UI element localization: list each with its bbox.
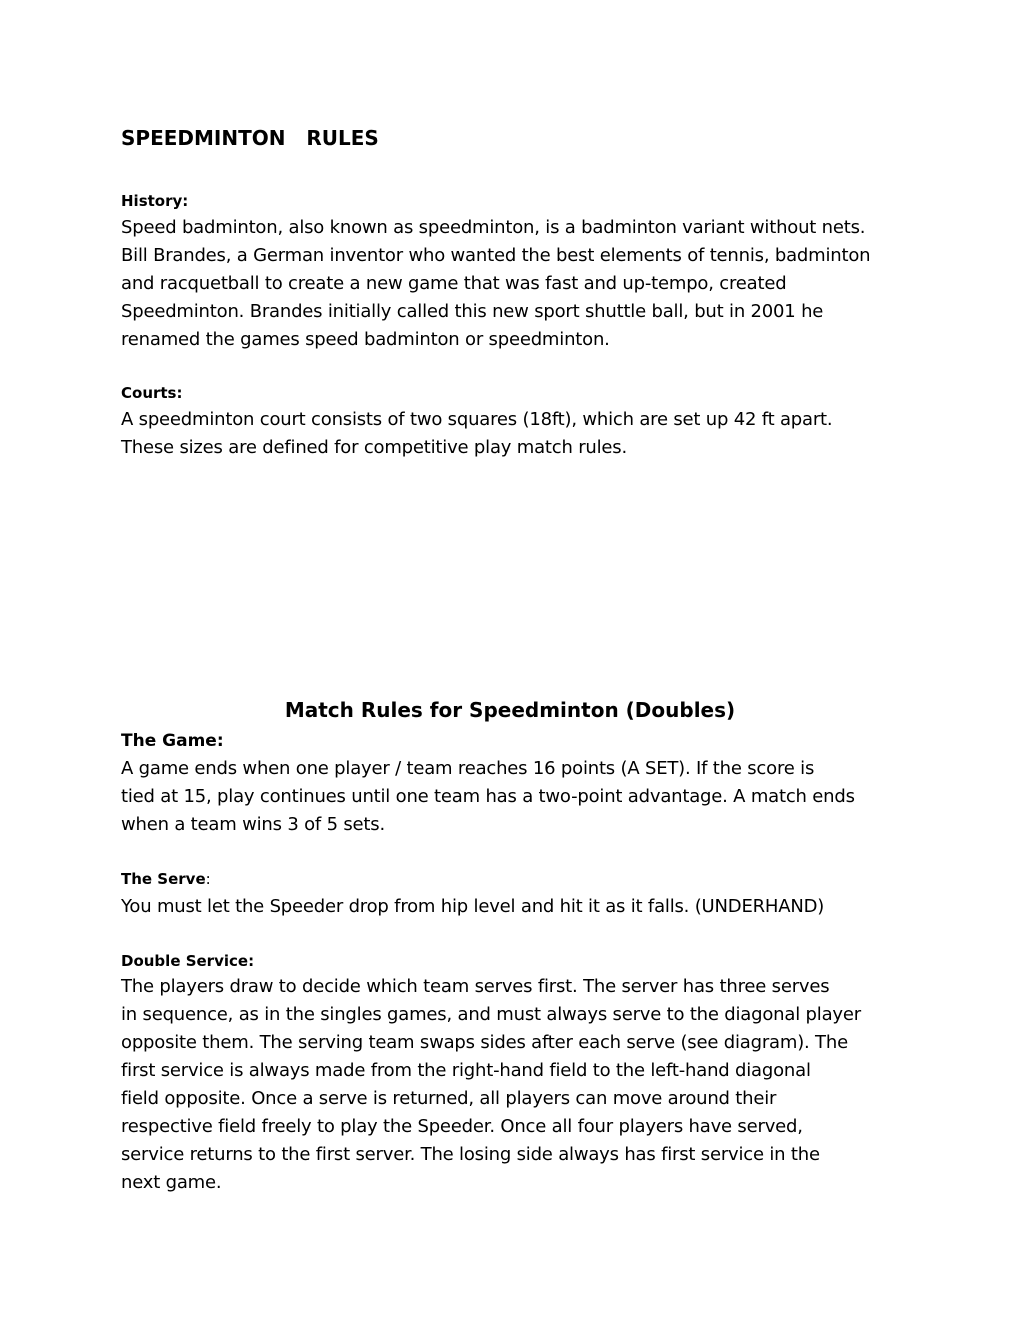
history-line: renamed the games speed badminton or speedminton. [121, 329, 610, 350]
serve-heading-colon: : [205, 870, 211, 888]
history-line: and racquetball to create a new game that was fast and up-tempo, created [121, 273, 787, 294]
double-service-line: field opposite. Once a serve is returned, all players can move around their [121, 1088, 777, 1109]
courts-line: A speedminton court consists of two squares (18ft), which are set up 42 ft apart. [121, 409, 833, 430]
double-service-line: The players draw to decide which team serves first. The server has three serves [121, 976, 830, 997]
serve-heading [121, 870, 211, 888]
serve-heading-text: The Serve [121, 870, 206, 888]
courts-paragraph [121, 406, 911, 462]
courts-line: These sizes are defined for competitive play match rules. [121, 437, 627, 458]
history-paragraph [121, 214, 911, 354]
history-heading: History: [121, 192, 189, 210]
double-service-paragraph [121, 973, 911, 1197]
double-service-line: in sequence, as in the singles games, and must always serve to the diagonal player [121, 1004, 861, 1025]
game-line: tied at 15, play continues until one team has a two-point advantage. A match ends [121, 786, 855, 807]
double-service-heading: Double Service: [121, 952, 255, 970]
history-line: Speed badminton, also known as speedminton, is a badminton variant without nets. [121, 217, 866, 238]
serve-paragraph [121, 893, 911, 921]
double-service-line: next game. [121, 1172, 222, 1193]
match-rules-title-text: Match Rules for Speedminton (Doubles) [284, 698, 736, 722]
document-title: SPEEDMINTON RULES [121, 126, 379, 150]
game-line: when a team wins 3 of 5 sets. [121, 814, 385, 835]
game-line: A game ends when one player / team reaches 16 points (A SET). If the score is [121, 758, 815, 779]
history-line: Bill Brandes, a German inventor who wanted the best elements of tennis, badminton [121, 245, 871, 266]
double-service-line: respective field freely to play the Speeder. Once all four players have served, [121, 1116, 803, 1137]
history-line: Speedminton. Brandes initially called this new sport shuttle ball, but in 2001 he [121, 301, 824, 322]
double-service-line: opposite them. The serving team swaps sides after each serve (see diagram). The [121, 1032, 848, 1053]
double-service-line: first service is always made from the right-hand field to the left-hand diagonal [121, 1060, 811, 1081]
game-paragraph [121, 755, 911, 839]
courts-heading: Courts: [121, 384, 183, 402]
match-rules-title [0, 698, 1020, 722]
serve-line: You must let the Speeder drop from hip level and hit it as it falls. (UNDERHAND) [121, 896, 825, 917]
double-service-line: service returns to the first server. The losing side always has first service in the [121, 1144, 820, 1165]
game-heading: The Game: [121, 731, 224, 751]
